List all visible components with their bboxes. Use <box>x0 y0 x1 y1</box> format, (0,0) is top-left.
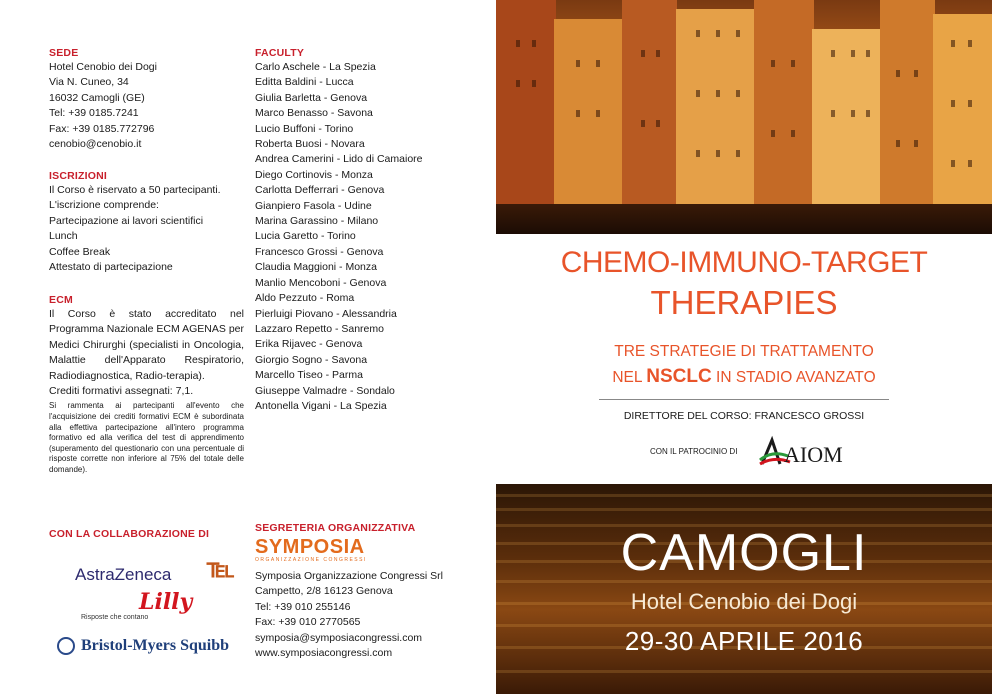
event-dates: 29-30 APRILE 2016 <box>624 626 864 656</box>
faculty-member: Giuseppe Valmadre - Sondalo <box>255 384 395 397</box>
faculty-member: Roberta Buosi - Novara <box>255 138 365 151</box>
faculty-member: Giorgio Sogno - Savona <box>255 353 368 366</box>
ecm-note: Si rammenta ai partecipanti all'evento che l'acquisizione dei crediti formativi ECM è subordinata alla effettiva partecipazione all'intero programma formativo ed alla verifica del test di apprendimento (superamento del questionario con una percentuale di risposte corrette non inferiore al 75% del totale delle domande). <box>49 401 244 474</box>
sede-line: Via N. Cuneo, 34 <box>49 76 129 89</box>
faculty-member: Francesco Grossi - Genova <box>255 245 384 258</box>
faculty-member: Marco Benasso - Savona <box>255 107 373 120</box>
symposia-logo-subtitle: ORGANIZZAZIONE CONGRESSI <box>255 557 367 563</box>
course-subtitle-line2 <box>496 366 992 388</box>
segreteria-email: symposia@symposiacongressi.com <box>255 631 423 644</box>
sede-heading: SEDE <box>49 47 79 59</box>
camogli-buildings-photo <box>496 0 992 234</box>
sponsor-logos <box>49 547 249 667</box>
faculty-member: Giulia Barletta - Genova <box>255 91 368 104</box>
subtitle-nsclc: NSCLC <box>646 366 712 387</box>
segreteria-website: www.symposiacongressi.com <box>255 647 393 660</box>
faculty-member: Erika Rijavec - Genova <box>255 338 363 351</box>
faculty-member: Claudia Maggioni - Monza <box>255 261 377 274</box>
astrazeneca-symbol-icon: ℡ <box>207 553 235 583</box>
course-title-line2: THERAPIES <box>650 284 838 321</box>
faculty-member: Marcello Tiseo - Parma <box>255 369 363 382</box>
faculty-member: Lucio Buffoni - Torino <box>255 122 354 135</box>
iscrizioni-line: Il Corso è riservato a 50 partecipanti. <box>49 184 221 196</box>
segreteria-line: Fax: +39 010 2770565 <box>255 616 361 629</box>
faculty-heading: FACULTY <box>255 47 305 59</box>
ecm-section <box>49 294 244 476</box>
faculty-member: Carlotta Defferrari - Genova <box>255 184 385 197</box>
faculty-member: Diego Cortinovis - Monza <box>255 168 373 181</box>
bms-globe-icon <box>57 637 75 655</box>
faculty-member: Marina Garassino - Milano <box>255 215 379 228</box>
ecm-heading: ECM <box>49 294 73 306</box>
segreteria-line: Symposia Organizzazione Congressi Srl <box>255 570 443 582</box>
faculty-member: Carlo Aschele - La Spezia <box>255 61 376 73</box>
lilly-logo: Lilly <box>139 589 193 615</box>
segreteria-section <box>255 522 480 661</box>
sede-line: 16032 Camogli (GE) <box>49 91 145 104</box>
iscrizioni-line: Attestato di partecipazione <box>49 261 173 274</box>
venue-name: Hotel Cenobio dei Dogi <box>630 589 858 614</box>
segreteria-heading: SEGRETERIA ORGANIZZATIVA <box>255 522 416 534</box>
collaborazione-section <box>49 528 244 540</box>
course-subtitle-line1: TRE STRATEGIE DI TRATTAMENTO <box>614 343 874 360</box>
sede-line: Fax: +39 0185.772796 <box>49 122 155 135</box>
collaborazione-heading: CON LA COLLABORAZIONE DI <box>49 528 210 540</box>
faculty-member: Manlio Mencoboni - Genova <box>255 276 387 289</box>
faculty-member: Lucia Garetto - Torino <box>255 230 356 243</box>
course-director: DIRETTORE DEL CORSO: FRANCESCO GROSSI <box>623 410 865 422</box>
aiom-logo <box>758 434 843 468</box>
astrazeneca-logo: AstraZeneca <box>75 565 172 584</box>
iscrizioni-section <box>49 170 244 275</box>
sede-line: Tel: +39 0185.7241 <box>49 107 139 120</box>
faculty-list <box>255 60 480 414</box>
faculty-member: Gianpiero Fasola - Udine <box>255 199 372 212</box>
subtitle-pre: NEL <box>612 369 647 386</box>
symposia-logo: SYMPOSIA <box>255 536 365 558</box>
ecm-paragraph: Il Corso è stato accreditato nel Programma Nazionale ECM AGENAS per Medici Chirurghi (specialisti in Oncologia, Malattie dell'Apparato Respiratorio, Radiodiagnostica, Radio-terapia). <box>49 308 244 382</box>
faculty-member: Antonella Vigani - La Spezia <box>255 399 387 412</box>
iscrizioni-line: Coffee Break <box>49 245 111 258</box>
lilly-tagline: Risposte che contano <box>81 614 149 621</box>
patronage-label: CON IL PATROCINIO DI <box>650 447 738 456</box>
aiom-logo-text: AIOM <box>784 442 843 467</box>
faculty-member: Andrea Camerini - Lido di Camaiore <box>255 153 423 166</box>
sede-line: Hotel Cenobio dei Dogi <box>49 61 157 73</box>
city-name: CAMOGLI <box>620 524 868 582</box>
sede-section <box>49 47 244 152</box>
faculty-member: Lazzaro Repetto - Sanremo <box>255 322 384 335</box>
iscrizioni-heading: ISCRIZIONI <box>49 170 108 182</box>
faculty-section <box>255 47 480 414</box>
course-title-line1: CHEMO-IMMUNO-TARGET <box>560 246 928 279</box>
iscrizioni-line: Partecipazione ai lavori scientifici <box>49 214 204 227</box>
subtitle-post: IN STADIO AVANZATO <box>711 369 876 386</box>
sede-email: cenobio@cenobio.it <box>49 138 142 151</box>
divider-line <box>599 399 889 400</box>
faculty-member: Pierluigi Piovano - Alessandria <box>255 307 397 320</box>
bms-logo: Bristol-Myers Squibb <box>81 637 230 654</box>
segreteria-line: Campetto, 2/8 16123 Genova <box>255 585 393 598</box>
iscrizioni-line: L'iscrizione comprende: <box>49 199 159 212</box>
faculty-member: Editta Baldini - Lucca <box>255 76 354 89</box>
faculty-member: Aldo Pezzuto - Roma <box>255 292 355 305</box>
segreteria-line: Tel: +39 010 255146 <box>255 600 351 613</box>
iscrizioni-line: Lunch <box>49 230 78 243</box>
ecm-credits: Crediti formativi assegnati: 7,1. <box>49 385 194 398</box>
